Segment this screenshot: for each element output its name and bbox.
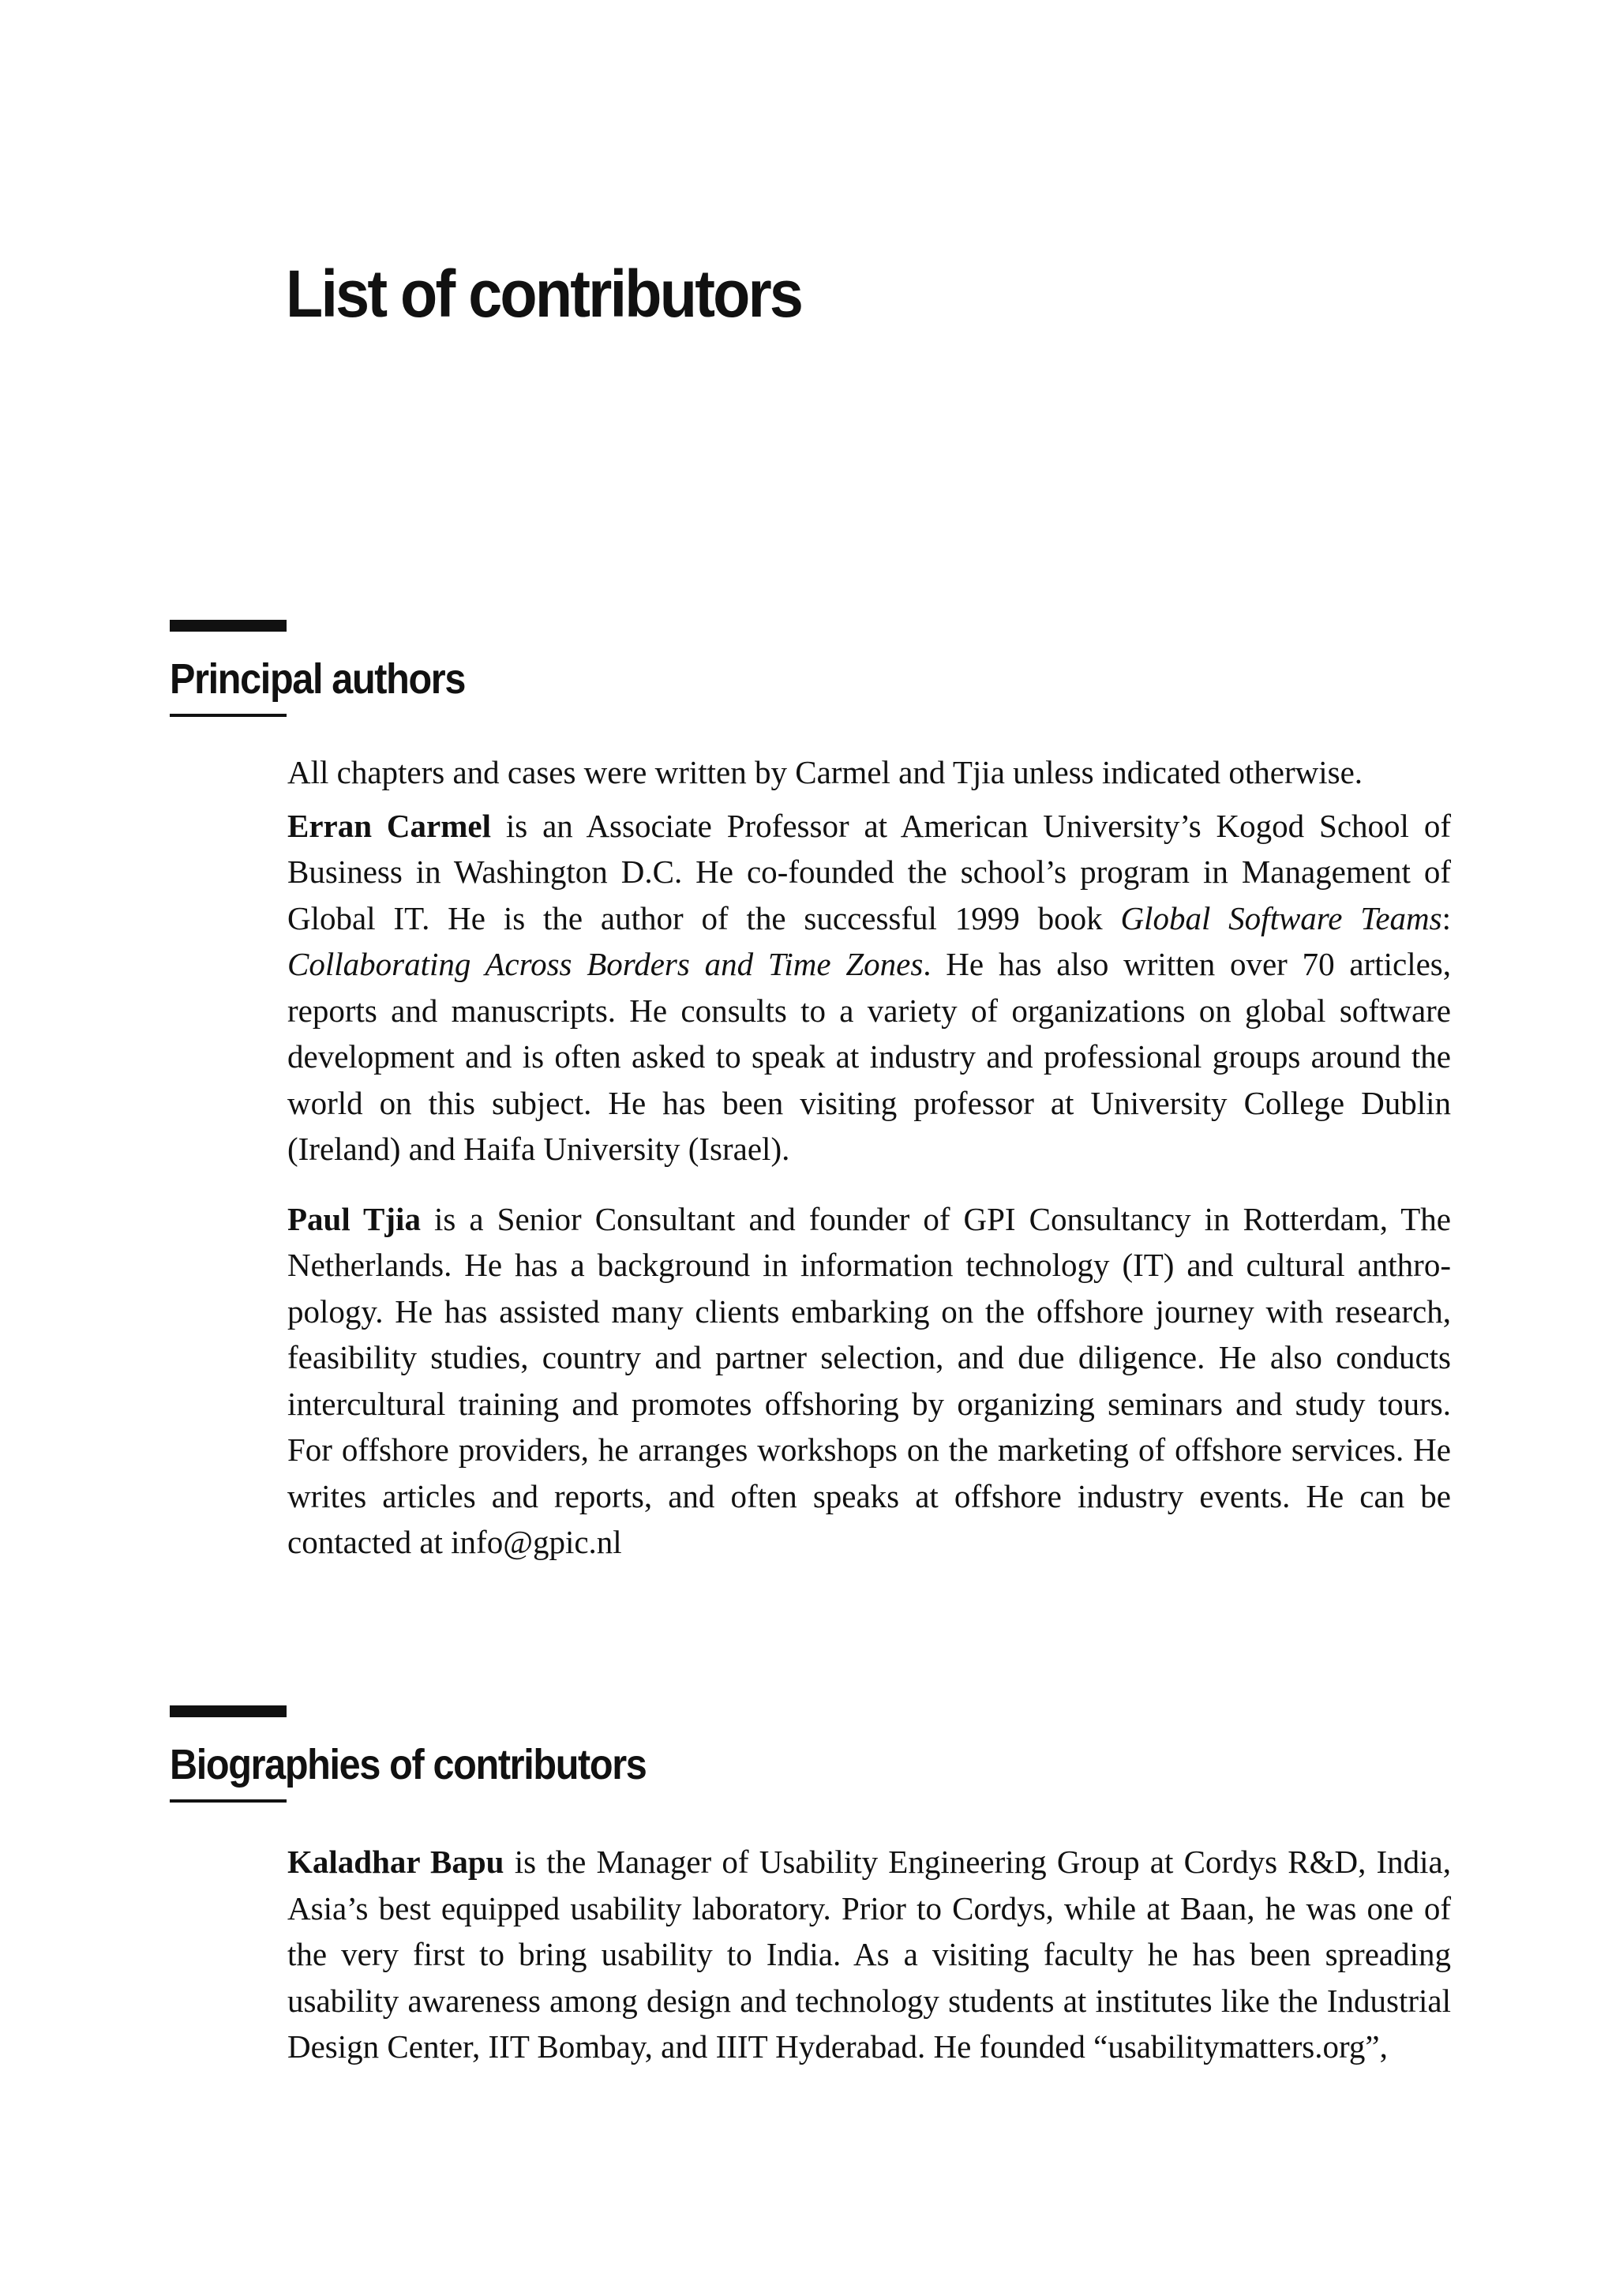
carmel-bio-text-1: is an Associate Professor at American University’s Kogod School of Business in Washington D.C. He co-founded the school’s program in Management of Global IT. He is the author of the successful 1999 book <box>287 807 1451 936</box>
principal-authors-intro: All chapters and cases were written by Carmel and Tjia unless indicated otherwise. <box>287 754 1363 790</box>
carmel-name: Erran Carmel <box>287 807 491 844</box>
biographies-underline <box>170 1799 287 1803</box>
carmel-book-separator: : <box>1441 899 1451 936</box>
bapu-name: Kaladhar Bapu <box>287 1844 504 1880</box>
tjia-bio-text: is a Senior Consultant and founder of GPI Consultancy in Rotterdam, The Netherlands. He has a background in information technology (IT) and cultural anthropology. He has assisted many clients embarking on the offshore journey with research, feasibility studies, country and partner selection, and due diligence. He also conducts intercultural training and promotes offshoring by organizing seminars and study tours. For offshore providers, he arranges workshops on the marketing of offshore services. He writes articles and reports, and often speaks at offshore industry events. He can be contacted at info@gpic.nl <box>287 1200 1452 1560</box>
bapu-bio-text: is the Manager of Usability Engineering Group at Cordys R&D, India, Asia’s best equipped usability laboratory. Prior to Cordys, while at Baan, he was one of the very first to bring usability to India. As a visiting faculty he has been spreading usability awareness among design and technology students at institutes like the Industrial Design Center, IIT Bombay, and IIIT Hyderabad. He founded “usabilitymatters.org”, <box>287 1844 1452 2065</box>
biographies-heading: Biographies of contributors <box>170 1741 647 1788</box>
principal-authors-body <box>287 749 1451 1566</box>
biographies-body <box>287 1839 1451 2070</box>
principal-authors-underline <box>170 714 287 717</box>
carmel-bio-text-2: . He has also written over 70 articles, reports and manuscripts. He consults to a variety of organizations on global software development and is often asked to speak at industry and professional groups around the world on this subject. He has been visiting professor at University College Dublin (Ireland) and Haifa University (Israel). <box>287 946 1451 1167</box>
tjia-name: Paul Tjia <box>287 1200 421 1237</box>
principal-authors-top-rule <box>170 620 287 632</box>
biographies-top-rule <box>170 1705 287 1717</box>
bapu-bio-paragraph <box>287 1839 1451 2070</box>
carmel-book-title-2: Collaborating Across Borders and Time Zones <box>287 946 924 982</box>
page-title: List of contributors <box>286 257 802 331</box>
carmel-bio-paragraph <box>287 803 1451 1172</box>
tjia-bio-paragraph <box>287 1196 1451 1566</box>
carmel-book-title-1: Global Software Teams <box>1120 899 1442 936</box>
principal-authors-heading: Principal authors <box>170 655 466 703</box>
